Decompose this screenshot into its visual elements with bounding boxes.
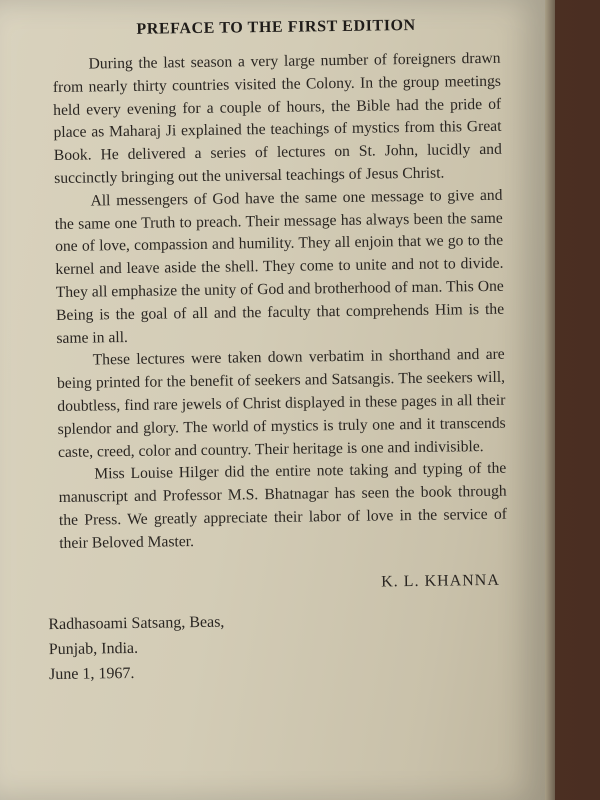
address-block bbox=[48, 605, 509, 686]
date-line: June 1, 1967. bbox=[48, 664, 135, 683]
page-content bbox=[48, 16, 509, 687]
paragraph-3: These lectures were taken down verbatim in shorthand and are being printed for the benefit of seekers and Satsangis. The seekers will, doubtless, find rare jewels of Christ displayed in these pages in all their splendor and glory. The world of mystics is truly one and it transcends caste, creed, color and country. Their heritage is one and indivisible. bbox=[56, 346, 506, 461]
address-line-2: Punjab, India. bbox=[48, 639, 139, 658]
paragraph-1: During the last season a very large number of foreigners drawn from nearly thirty countries visited the Colony. In the group meetings held every evening for a couple of hours, the Bible had the pride of place as Maharaj Ji explained the teachings of mystics from this Great Book. He delivered a series of lectures on St. John, lucidly and succinctly bringing out the universal teachings of Jesus Christ. bbox=[52, 49, 502, 187]
paragraph-4: Miss Louise Hilger did the entire note taking and typing of the manuscript and Professor M.S. Bhatnagar has seen the book through the Press. We greatly appreciate their labor of love in the service of their Beloved Master. bbox=[58, 460, 508, 552]
author-signature: K. L. KHANNA bbox=[381, 571, 500, 590]
page-edge bbox=[545, 0, 555, 800]
page-title: PREFACE TO THE FIRST EDITION bbox=[136, 16, 416, 38]
address-line-1: Radhasoami Satsang, Beas, bbox=[48, 613, 225, 633]
paragraph-2: All messengers of God have the same one message to give and the same one Truth to preach. Their message has always been the same one of love, compassion and humility. They all enjoin that we go to the kernel and leave aside the shell. They come to unite and not to divide. They all emphasize the unity of God and brotherhood of man. This One Being is the goal of all and the faculty that comprehends Him is the same in all. bbox=[54, 186, 505, 347]
